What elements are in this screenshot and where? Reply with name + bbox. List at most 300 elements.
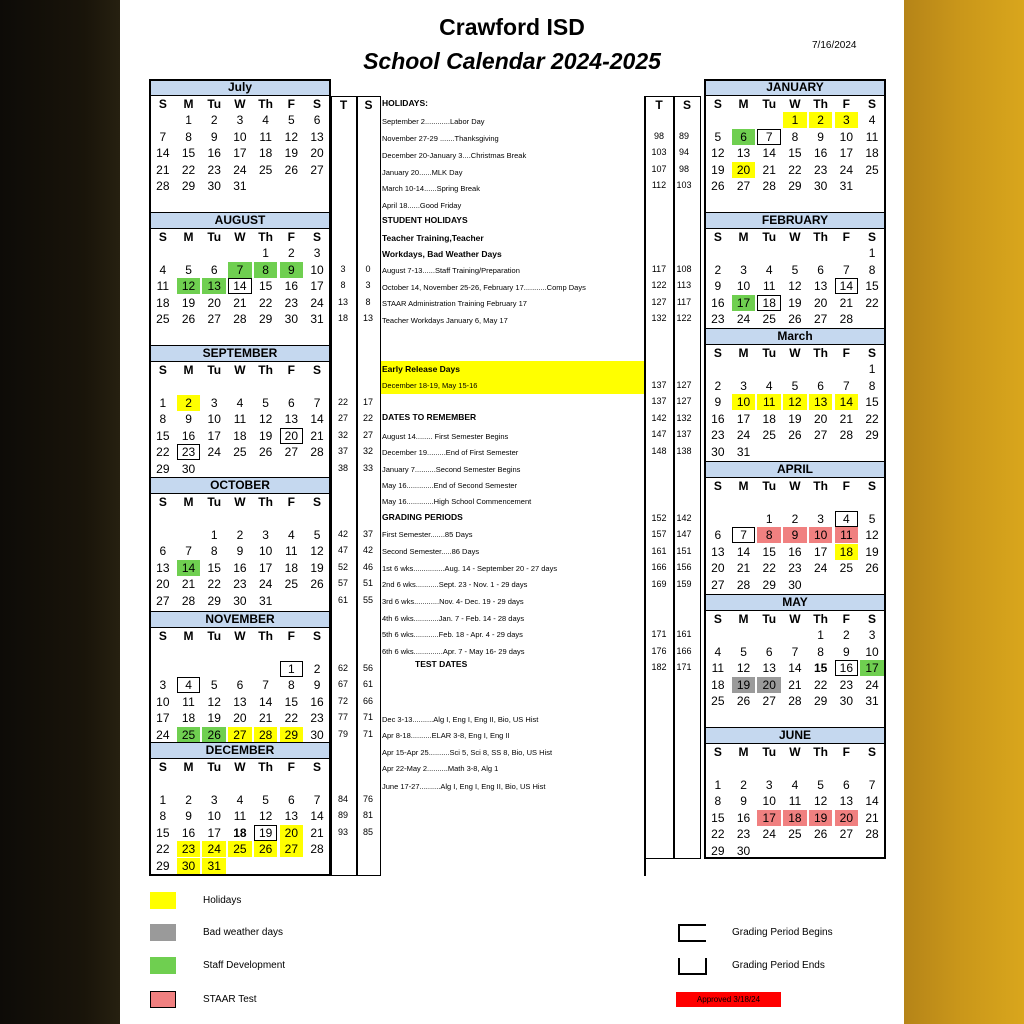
- calendar-day[interactable]: 20: [732, 162, 756, 178]
- calendar-day[interactable]: 30: [310, 727, 324, 742]
- calendar-day[interactable]: 28: [736, 577, 751, 592]
- calendar-day[interactable]: 20: [711, 561, 725, 575]
- calendar-day[interactable]: 12: [711, 146, 725, 160]
- calendar-day[interactable]: 5: [185, 262, 192, 277]
- calendar-day[interactable]: 21: [310, 428, 324, 443]
- calendar-day[interactable]: 21: [865, 810, 879, 825]
- calendar-day[interactable]: 8: [210, 544, 218, 558]
- calendar-day[interactable]: 19: [181, 295, 196, 310]
- calendar-day[interactable]: 2: [740, 777, 747, 792]
- calendar-day[interactable]: 24: [202, 841, 226, 857]
- calendar-day[interactable]: 18: [156, 295, 170, 310]
- calendar-day[interactable]: 26: [181, 312, 196, 326]
- calendar-day[interactable]: 22: [156, 842, 170, 856]
- calendar-day[interactable]: 11: [156, 279, 170, 293]
- calendar-day[interactable]: 22: [865, 411, 879, 426]
- calendar-day[interactable]: 1: [210, 527, 218, 542]
- calendar-day[interactable]: 29: [762, 577, 776, 592]
- calendar-day[interactable]: 11: [233, 412, 247, 426]
- calendar-day[interactable]: 17: [310, 279, 324, 293]
- calendar-day[interactable]: 27: [280, 841, 304, 857]
- calendar-day[interactable]: 16: [181, 825, 196, 840]
- calendar-day[interactable]: 22: [156, 445, 170, 459]
- calendar-day[interactable]: 22: [865, 295, 879, 310]
- calendar-day[interactable]: 19: [788, 411, 802, 426]
- calendar-day[interactable]: 6: [843, 777, 850, 792]
- calendar-day[interactable]: 25: [762, 428, 776, 442]
- calendar-day[interactable]: 26: [258, 445, 273, 459]
- calendar-day[interactable]: 24: [233, 162, 247, 177]
- calendar-day[interactable]: 24: [156, 727, 170, 742]
- calendar-day[interactable]: 12: [788, 279, 802, 293]
- calendar-day[interactable]: 29: [156, 461, 170, 476]
- calendar-day[interactable]: 24: [310, 295, 324, 310]
- calendar-day[interactable]: 12: [207, 694, 221, 709]
- calendar-day[interactable]: 13: [813, 279, 828, 293]
- calendar-day[interactable]: 8: [817, 644, 824, 659]
- calendar-day[interactable]: 29: [788, 179, 802, 193]
- calendar-day[interactable]: 3: [313, 246, 321, 260]
- calendar-day[interactable]: 28: [839, 312, 854, 326]
- calendar-day[interactable]: 6: [159, 544, 167, 558]
- calendar-day[interactable]: 6: [288, 792, 295, 807]
- calendar-day[interactable]: 19: [258, 428, 273, 443]
- calendar-day[interactable]: 22: [711, 827, 725, 841]
- calendar-day[interactable]: 5: [210, 678, 218, 692]
- calendar-day[interactable]: 7: [313, 395, 321, 410]
- calendar-day[interactable]: 8: [791, 129, 799, 144]
- calendar-day[interactable]: 1: [185, 113, 192, 127]
- calendar-day[interactable]: 23: [207, 162, 221, 177]
- calendar-day[interactable]: 16: [835, 660, 859, 676]
- calendar-day[interactable]: 27: [156, 593, 170, 608]
- calendar-day[interactable]: 14: [835, 278, 859, 294]
- calendar-day[interactable]: 9: [313, 678, 321, 692]
- calendar-day[interactable]: 8: [757, 527, 781, 543]
- calendar-day[interactable]: 10: [156, 694, 170, 709]
- calendar-day[interactable]: 11: [763, 279, 776, 293]
- calendar-day[interactable]: 17: [736, 411, 751, 426]
- calendar-day[interactable]: 24: [258, 577, 273, 591]
- calendar-day[interactable]: 15: [865, 395, 879, 409]
- calendar-day[interactable]: 2: [313, 661, 321, 676]
- calendar-day[interactable]: 14: [788, 661, 802, 675]
- calendar-day[interactable]: 14: [835, 394, 859, 410]
- calendar-day[interactable]: 3: [868, 628, 876, 642]
- calendar-day[interactable]: 31: [736, 444, 751, 459]
- calendar-day[interactable]: 6: [765, 644, 773, 659]
- calendar-day[interactable]: 28: [839, 428, 854, 442]
- calendar-day[interactable]: 15: [156, 825, 170, 840]
- calendar-day[interactable]: 21: [839, 411, 854, 426]
- calendar-day[interactable]: 13: [284, 809, 299, 823]
- calendar-day[interactable]: 9: [714, 395, 722, 409]
- calendar-day[interactable]: 18: [711, 677, 725, 692]
- calendar-day[interactable]: 27: [736, 179, 751, 193]
- calendar-day[interactable]: 5: [868, 511, 876, 526]
- calendar-day[interactable]: 15: [813, 661, 828, 675]
- calendar-day[interactable]: 23: [813, 162, 828, 177]
- calendar-day[interactable]: 3: [210, 395, 218, 410]
- calendar-day[interactable]: 10: [258, 544, 273, 558]
- calendar-day[interactable]: 20: [835, 810, 859, 826]
- calendar-day[interactable]: 31: [839, 179, 854, 193]
- calendar-day[interactable]: 29: [181, 179, 196, 193]
- calendar-day[interactable]: 29: [711, 843, 725, 858]
- calendar-day[interactable]: 4: [262, 113, 269, 127]
- calendar-day[interactable]: 23: [839, 677, 854, 692]
- calendar-day[interactable]: 25: [711, 694, 725, 708]
- calendar-day[interactable]: 18: [233, 428, 247, 443]
- calendar-day[interactable]: 10: [809, 527, 833, 543]
- calendar-day[interactable]: 11: [835, 527, 859, 543]
- calendar-day[interactable]: 2: [791, 511, 799, 526]
- calendar-day[interactable]: 25: [233, 445, 247, 459]
- calendar-day[interactable]: 15: [762, 544, 776, 559]
- calendar-day[interactable]: 11: [788, 794, 802, 808]
- calendar-day[interactable]: 7: [791, 644, 799, 659]
- calendar-day[interactable]: 4: [714, 644, 722, 659]
- calendar-day[interactable]: 13: [233, 694, 247, 709]
- calendar-day[interactable]: 30: [788, 577, 802, 592]
- calendar-day[interactable]: 25: [258, 162, 273, 177]
- calendar-day[interactable]: 9: [280, 262, 304, 278]
- calendar-day[interactable]: 1: [783, 112, 807, 128]
- calendar-day[interactable]: 30: [207, 179, 221, 193]
- calendar-day[interactable]: 11: [711, 661, 725, 675]
- calendar-day[interactable]: 14: [310, 809, 324, 823]
- calendar-day[interactable]: 13: [809, 394, 833, 410]
- calendar-day[interactable]: 5: [262, 395, 269, 410]
- calendar-day[interactable]: 11: [233, 809, 247, 823]
- calendar-day[interactable]: 25: [839, 561, 854, 575]
- calendar-day[interactable]: 15: [711, 810, 725, 825]
- calendar-day[interactable]: 30: [711, 444, 725, 459]
- calendar-day[interactable]: 12: [284, 129, 299, 144]
- calendar-day[interactable]: 23: [736, 827, 751, 841]
- calendar-day[interactable]: 2: [210, 113, 218, 127]
- calendar-day[interactable]: 4: [177, 677, 201, 693]
- calendar-day[interactable]: 21: [839, 295, 854, 310]
- calendar-day[interactable]: 26: [284, 162, 299, 177]
- calendar-day[interactable]: 19: [809, 810, 833, 826]
- calendar-day[interactable]: 16: [207, 146, 221, 160]
- calendar-day[interactable]: 27: [813, 312, 828, 326]
- calendar-day[interactable]: 19: [310, 560, 324, 575]
- calendar-day[interactable]: 9: [210, 129, 218, 144]
- calendar-day[interactable]: 9: [185, 412, 192, 426]
- calendar-day[interactable]: 29: [207, 593, 221, 608]
- calendar-day[interactable]: 7: [868, 777, 876, 792]
- calendar-day[interactable]: 17: [156, 711, 170, 725]
- calendar-day[interactable]: 12: [783, 394, 807, 410]
- calendar-day[interactable]: 24: [736, 312, 751, 326]
- calendar-day[interactable]: 23: [177, 444, 201, 460]
- calendar-day[interactable]: 8: [288, 678, 295, 692]
- calendar-day[interactable]: 28: [310, 445, 324, 459]
- calendar-day[interactable]: 25: [156, 312, 170, 326]
- calendar-day[interactable]: 19: [865, 544, 879, 559]
- calendar-day[interactable]: 24: [736, 428, 751, 442]
- calendar-day[interactable]: 17: [839, 146, 854, 160]
- calendar-day[interactable]: 11: [757, 394, 781, 410]
- calendar-day[interactable]: 12: [865, 528, 879, 542]
- calendar-day[interactable]: 27: [228, 727, 252, 743]
- calendar-day[interactable]: 28: [310, 842, 324, 856]
- calendar-day[interactable]: 6: [817, 262, 824, 277]
- calendar-day[interactable]: 9: [783, 527, 807, 543]
- calendar-day[interactable]: 29: [865, 428, 879, 442]
- calendar-day[interactable]: 30: [813, 179, 828, 193]
- calendar-day[interactable]: 5: [817, 777, 824, 792]
- calendar-day[interactable]: 17: [732, 295, 756, 311]
- calendar-day[interactable]: 4: [765, 378, 773, 393]
- calendar-day[interactable]: 4: [159, 262, 167, 277]
- calendar-day[interactable]: 7: [732, 527, 756, 543]
- calendar-day[interactable]: 13: [736, 146, 751, 160]
- calendar-day[interactable]: 16: [284, 279, 299, 293]
- calendar-day[interactable]: 31: [202, 858, 226, 874]
- calendar-day[interactable]: 1: [714, 777, 722, 792]
- calendar-day[interactable]: 21: [181, 577, 196, 591]
- calendar-day[interactable]: 30: [181, 461, 196, 476]
- calendar-day[interactable]: 31: [310, 312, 324, 326]
- calendar-day[interactable]: 22: [258, 295, 273, 310]
- calendar-day[interactable]: 30: [233, 593, 247, 608]
- calendar-day[interactable]: 15: [865, 279, 879, 293]
- calendar-day[interactable]: 12: [258, 412, 273, 426]
- calendar-day[interactable]: 8: [714, 794, 722, 808]
- calendar-day[interactable]: 20: [233, 711, 247, 725]
- calendar-day[interactable]: 21: [233, 295, 247, 310]
- calendar-day[interactable]: 4: [236, 395, 244, 410]
- calendar-day[interactable]: 6: [210, 262, 218, 277]
- calendar-day[interactable]: 27: [207, 312, 221, 326]
- calendar-day[interactable]: 10: [865, 644, 879, 659]
- calendar-day[interactable]: 17: [813, 544, 828, 559]
- calendar-day[interactable]: 6: [288, 395, 295, 410]
- calendar-day[interactable]: 28: [762, 179, 776, 193]
- calendar-day[interactable]: 8: [868, 262, 876, 277]
- calendar-day[interactable]: 16: [233, 560, 247, 575]
- calendar-day[interactable]: 18: [865, 146, 879, 160]
- calendar-day[interactable]: 30: [177, 858, 201, 874]
- calendar-day[interactable]: 9: [740, 794, 747, 808]
- calendar-day[interactable]: 23: [233, 577, 247, 591]
- calendar-day[interactable]: 30: [839, 694, 854, 708]
- calendar-day[interactable]: 3: [817, 511, 824, 526]
- calendar-day[interactable]: 8: [185, 129, 192, 144]
- calendar-day[interactable]: 16: [788, 544, 802, 559]
- calendar-day[interactable]: 14: [156, 146, 170, 160]
- calendar-day[interactable]: 10: [310, 262, 324, 277]
- calendar-day[interactable]: 13: [839, 794, 854, 808]
- calendar-day[interactable]: 5: [313, 527, 321, 542]
- calendar-day[interactable]: 23: [177, 841, 201, 857]
- calendar-day[interactable]: 16: [736, 810, 751, 825]
- calendar-day[interactable]: 23: [310, 711, 324, 725]
- calendar-day[interactable]: 19: [711, 162, 725, 177]
- calendar-day[interactable]: 28: [865, 827, 879, 841]
- calendar-day[interactable]: 14: [228, 278, 252, 294]
- calendar-day[interactable]: 14: [762, 146, 776, 160]
- calendar-day[interactable]: 27: [310, 162, 324, 177]
- calendar-day[interactable]: 22: [207, 577, 221, 591]
- calendar-day[interactable]: 1: [868, 362, 876, 376]
- calendar-day[interactable]: 8: [254, 262, 278, 278]
- calendar-day[interactable]: 25: [177, 727, 201, 743]
- calendar-day[interactable]: 12: [177, 278, 201, 294]
- calendar-day[interactable]: 20: [156, 577, 170, 591]
- calendar-day[interactable]: 10: [762, 794, 776, 808]
- calendar-day[interactable]: 4: [765, 262, 773, 277]
- calendar-day[interactable]: 15: [788, 146, 802, 160]
- calendar-day[interactable]: 25: [228, 841, 252, 857]
- calendar-day[interactable]: 26: [254, 841, 278, 857]
- calendar-day[interactable]: 2: [236, 527, 244, 542]
- calendar-day[interactable]: 2: [288, 246, 295, 260]
- calendar-day[interactable]: 27: [711, 577, 725, 592]
- calendar-day[interactable]: 27: [762, 694, 776, 708]
- calendar-day[interactable]: 7: [228, 262, 252, 278]
- calendar-day[interactable]: 13: [202, 278, 226, 294]
- calendar-day[interactable]: 26: [310, 577, 324, 591]
- calendar-day[interactable]: 2: [714, 378, 722, 393]
- calendar-day[interactable]: 24: [865, 677, 879, 692]
- calendar-day[interactable]: 19: [788, 295, 802, 310]
- calendar-day[interactable]: 4: [835, 511, 859, 527]
- calendar-day[interactable]: 17: [207, 825, 221, 840]
- calendar-day[interactable]: 10: [736, 279, 751, 293]
- calendar-day[interactable]: 15: [284, 694, 299, 709]
- calendar-day[interactable]: 5: [262, 792, 269, 807]
- calendar-day[interactable]: 8: [159, 809, 167, 823]
- calendar-day[interactable]: 4: [791, 777, 799, 792]
- calendar-day[interactable]: 28: [156, 179, 170, 193]
- calendar-day[interactable]: 3: [159, 678, 167, 692]
- calendar-day[interactable]: 17: [207, 428, 221, 443]
- calendar-day[interactable]: 18: [762, 411, 776, 426]
- calendar-day[interactable]: 18: [181, 711, 196, 725]
- calendar-day[interactable]: 23: [788, 561, 802, 575]
- calendar-day[interactable]: 12: [310, 544, 324, 558]
- calendar-day[interactable]: 16: [310, 694, 324, 709]
- calendar-day[interactable]: 7: [262, 678, 269, 692]
- calendar-day[interactable]: 28: [233, 312, 247, 326]
- calendar-day[interactable]: 30: [284, 312, 299, 326]
- calendar-day[interactable]: 29: [280, 727, 304, 743]
- calendar-day[interactable]: 13: [762, 661, 776, 675]
- calendar-day[interactable]: 11: [285, 544, 298, 558]
- calendar-day[interactable]: 16: [711, 411, 725, 426]
- calendar-day[interactable]: 18: [258, 146, 273, 160]
- calendar-day[interactable]: 1: [765, 511, 773, 526]
- calendar-day[interactable]: 14: [865, 794, 879, 808]
- calendar-day[interactable]: 11: [182, 694, 195, 709]
- calendar-day[interactable]: 1: [280, 661, 304, 677]
- calendar-day[interactable]: 26: [711, 179, 725, 193]
- calendar-day[interactable]: 23: [711, 312, 725, 326]
- calendar-day[interactable]: 10: [233, 129, 247, 144]
- calendar-day[interactable]: 3: [236, 113, 244, 127]
- calendar-day[interactable]: 24: [207, 445, 221, 459]
- calendar-day[interactable]: 1: [868, 246, 876, 260]
- calendar-day[interactable]: 18: [233, 825, 247, 840]
- calendar-day[interactable]: 22: [813, 677, 828, 692]
- calendar-day[interactable]: 13: [711, 544, 725, 559]
- calendar-day[interactable]: 22: [788, 162, 802, 177]
- calendar-day[interactable]: 26: [202, 727, 226, 743]
- calendar-day[interactable]: 15: [207, 560, 221, 575]
- calendar-day[interactable]: 1: [159, 395, 167, 410]
- calendar-day[interactable]: 5: [791, 262, 799, 277]
- calendar-day[interactable]: 19: [207, 711, 221, 725]
- calendar-day[interactable]: 9: [236, 544, 244, 558]
- calendar-day[interactable]: 25: [762, 312, 776, 326]
- calendar-day[interactable]: 11: [259, 129, 272, 144]
- calendar-day[interactable]: 17: [860, 660, 884, 676]
- calendar-day[interactable]: 7: [313, 792, 321, 807]
- calendar-day[interactable]: 4: [288, 527, 295, 542]
- calendar-day[interactable]: 10: [732, 394, 756, 410]
- calendar-day[interactable]: 9: [185, 809, 192, 823]
- calendar-day[interactable]: 6: [817, 378, 824, 393]
- calendar-day[interactable]: 9: [817, 129, 824, 144]
- calendar-day[interactable]: 20: [813, 295, 828, 310]
- calendar-day[interactable]: 7: [843, 262, 850, 277]
- calendar-day[interactable]: 8: [868, 378, 876, 393]
- calendar-day[interactable]: 26: [813, 827, 828, 841]
- calendar-day[interactable]: 18: [783, 810, 807, 826]
- calendar-day[interactable]: 20: [280, 825, 304, 841]
- calendar-day[interactable]: 26: [788, 312, 802, 326]
- calendar-day[interactable]: 10: [207, 412, 221, 426]
- calendar-day[interactable]: 21: [258, 711, 273, 725]
- calendar-day[interactable]: 10: [207, 809, 221, 823]
- calendar-day[interactable]: 6: [714, 528, 722, 542]
- calendar-day[interactable]: 16: [181, 428, 196, 443]
- calendar-day[interactable]: 25: [865, 162, 879, 177]
- calendar-day[interactable]: 14: [258, 694, 273, 709]
- calendar-day[interactable]: 1: [817, 628, 824, 642]
- calendar-day[interactable]: 7: [757, 129, 781, 145]
- calendar-day[interactable]: 21: [762, 162, 776, 177]
- calendar-day[interactable]: 2: [843, 628, 850, 642]
- calendar-day[interactable]: 25: [788, 827, 802, 841]
- calendar-day[interactable]: 3: [765, 777, 773, 792]
- calendar-day[interactable]: 19: [284, 146, 299, 160]
- calendar-day[interactable]: 3: [835, 112, 859, 128]
- calendar-day[interactable]: 13: [156, 560, 170, 575]
- calendar-day[interactable]: 16: [813, 146, 828, 160]
- calendar-day[interactable]: 9: [843, 644, 850, 659]
- calendar-day[interactable]: 13: [310, 129, 324, 144]
- calendar-day[interactable]: 20: [310, 146, 324, 160]
- calendar-day[interactable]: 7: [185, 544, 192, 558]
- calendar-day[interactable]: 5: [791, 378, 799, 393]
- calendar-day[interactable]: 24: [813, 561, 828, 575]
- calendar-day[interactable]: 28: [181, 593, 196, 608]
- calendar-day[interactable]: 21: [736, 561, 751, 575]
- calendar-day[interactable]: 12: [813, 794, 828, 808]
- calendar-day[interactable]: 29: [156, 858, 170, 873]
- calendar-day[interactable]: 14: [736, 544, 751, 559]
- calendar-day[interactable]: 1: [159, 792, 167, 807]
- calendar-day[interactable]: 7: [843, 378, 850, 393]
- calendar-day[interactable]: 20: [207, 295, 221, 310]
- calendar-day[interactable]: 31: [233, 179, 247, 193]
- calendar-day[interactable]: 22: [762, 561, 776, 575]
